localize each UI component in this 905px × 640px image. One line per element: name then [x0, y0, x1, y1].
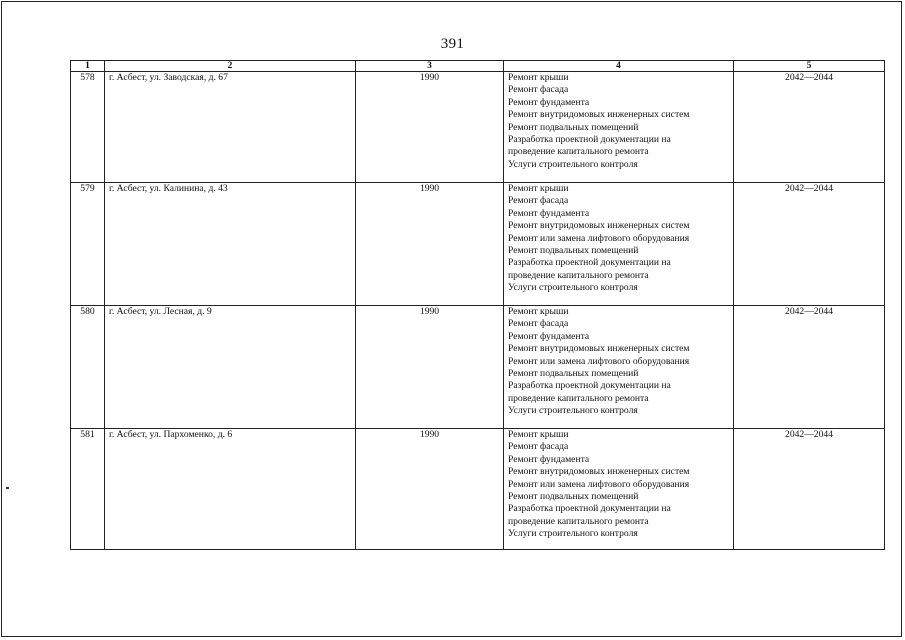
work-item: Ремонт фундамента	[508, 330, 590, 342]
building-address: г. Асбест, ул. Пархоменко, д. 6	[105, 429, 356, 550]
work-item: Ремонт внутридомовых инженерных систем	[508, 109, 690, 121]
column-header-5: 5	[734, 61, 885, 72]
work-list	[504, 72, 734, 183]
work-item: Услуги строительного контроля	[508, 282, 638, 294]
work-item: Разработка проектной документации на	[508, 380, 671, 392]
work-item: Ремонт фасада	[508, 84, 569, 96]
row-number: 578	[71, 72, 105, 183]
work-item: Ремонт подвальных помещений	[508, 245, 639, 257]
work-item: Ремонт подвальных помещений	[508, 121, 639, 133]
work-item: проведение капитального ремонта	[508, 515, 649, 527]
build-year: 1990	[356, 429, 504, 550]
building-address: г. Асбест, ул. Калинина, д. 43	[105, 183, 356, 306]
work-item: Услуги строительного контроля	[508, 405, 638, 417]
column-header-1: 1	[71, 61, 105, 72]
table-row	[71, 306, 885, 429]
work-item: Ремонт крыши	[508, 183, 569, 194]
repair-schedule-table	[70, 60, 885, 550]
build-year: 1990	[356, 306, 504, 429]
build-year: 1990	[356, 72, 504, 183]
work-item: Ремонт фасада	[508, 441, 569, 453]
work-item: Ремонт внутридомовых инженерных систем	[508, 220, 690, 232]
work-item: Ремонт внутридомовых инженерных систем	[508, 466, 690, 478]
work-item: Ремонт крыши	[508, 306, 569, 317]
column-header-3: 3	[356, 61, 504, 72]
work-item: Ремонт фасада	[508, 318, 569, 330]
work-item: проведение капитального ремонта	[508, 146, 649, 158]
work-item: Ремонт или замена лифтового оборудования	[508, 355, 690, 367]
work-item: Ремонт или замена лифтового оборудования	[508, 232, 690, 244]
repair-period: 2042—2044	[734, 183, 885, 306]
work-item: Ремонт фундамента	[508, 207, 590, 219]
row-number: 580	[71, 306, 105, 429]
repair-period: 2042—2044	[734, 306, 885, 429]
build-year: 1990	[356, 183, 504, 306]
work-item: проведение капитального ремонта	[508, 269, 649, 281]
row-number: 579	[71, 183, 105, 306]
work-list	[504, 183, 734, 306]
repair-period: 2042—2044	[734, 72, 885, 183]
work-item: Ремонт фасада	[508, 195, 569, 207]
table-row	[71, 429, 885, 550]
work-item: Ремонт подвальных помещений	[508, 491, 639, 503]
table-row	[71, 72, 885, 183]
work-item: Ремонт внутридомовых инженерных систем	[508, 343, 690, 355]
work-item: Ремонт крыши	[508, 72, 569, 83]
work-item: Услуги строительного контроля	[508, 528, 638, 540]
work-item: Разработка проектной документации на	[508, 257, 671, 269]
work-item: Ремонт крыши	[508, 429, 569, 440]
work-item: Разработка проектной документации на	[508, 503, 671, 515]
scan-mark	[6, 487, 9, 489]
column-header-2: 2	[105, 61, 356, 72]
work-item: Услуги строительного контроля	[508, 158, 638, 170]
work-list	[504, 306, 734, 429]
work-list	[504, 429, 734, 550]
header-row	[71, 61, 885, 72]
work-item: Ремонт или замена лифтового оборудования	[508, 478, 690, 490]
work-item: Ремонт подвальных помещений	[508, 368, 639, 380]
work-item: проведение капитального ремонта	[508, 392, 649, 404]
building-address: г. Асбест, ул. Заводская, д. 67	[105, 72, 356, 183]
work-item: Ремонт фундамента	[508, 453, 590, 465]
repair-period: 2042—2044	[734, 429, 885, 550]
column-header-4: 4	[504, 61, 734, 72]
work-item: Разработка проектной документации на	[508, 134, 671, 146]
row-number: 581	[71, 429, 105, 550]
building-address: г. Асбест, ул. Лесная, д. 9	[105, 306, 356, 429]
page-number: 391	[440, 36, 465, 52]
table-row	[71, 183, 885, 306]
work-item: Ремонт фундамента	[508, 96, 590, 108]
